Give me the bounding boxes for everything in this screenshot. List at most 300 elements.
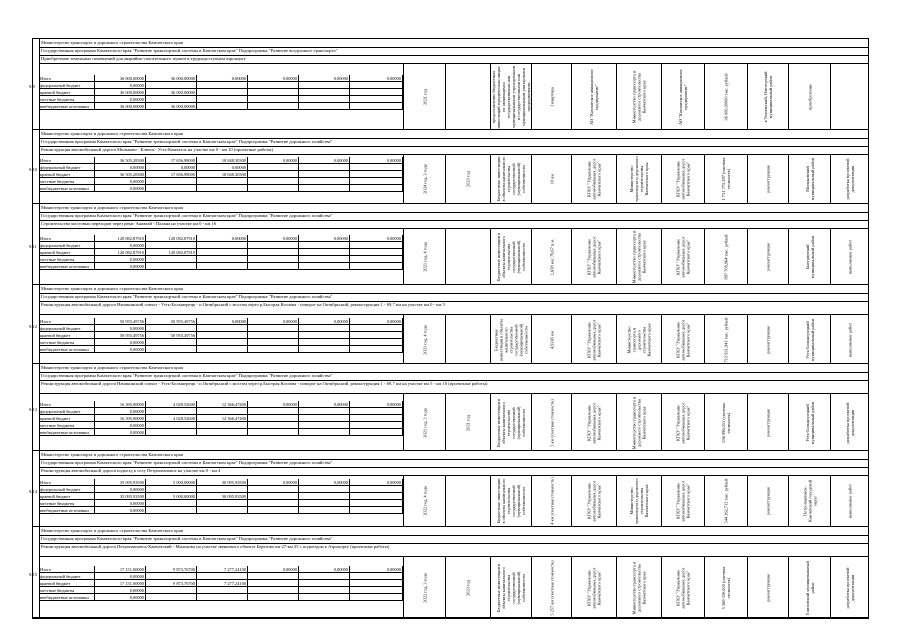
detail-text: Бюджетные инвестиции в объекты капитального строительства государственной (муниципальной) собственности — [496, 563, 526, 612]
finance-row — [39, 415, 403, 422]
finance-value — [248, 415, 299, 422]
detail-cell — [616, 63, 661, 130]
finance-value — [299, 185, 350, 192]
finance-value — [299, 96, 350, 103]
finance-value: 0,00000 — [95, 587, 146, 594]
detail-text: 2021 год, 4 года — [422, 241, 427, 272]
detail-text: Министерство транспорта и дорожного строительства Камчатского края — [629, 156, 649, 202]
detail-cell — [747, 475, 788, 527]
detail-cell — [830, 394, 868, 451]
detail-text: 5 369 330,000 (сметная стоимость) — [721, 566, 731, 609]
detail-text: 713 931,941 тыс. рублей — [723, 317, 729, 362]
finance-value — [299, 164, 350, 171]
detail-text: выполнение работ — [847, 483, 852, 519]
detail-cell — [704, 228, 747, 285]
finance-value: 0,00000 — [95, 500, 146, 507]
finance-value — [146, 256, 197, 263]
finance-value — [248, 89, 299, 96]
detail-text: реконструкция — [765, 573, 771, 602]
finance-row — [39, 486, 403, 493]
finance-value: 9 873,76700 — [146, 566, 197, 573]
finance-value — [350, 164, 403, 171]
detail-text: 1 731 775,187 (сметная стоимость) — [721, 157, 731, 201]
detail-text: Мильковский муниципальный район — [804, 157, 815, 201]
detail-cell — [571, 394, 616, 451]
detail-text: КГКУ "Управление автомобильных дорог Камчатского края" — [586, 480, 602, 522]
finance-value — [197, 103, 248, 110]
detail-cell — [403, 228, 445, 285]
detail-cell — [704, 154, 747, 204]
finance-value — [299, 332, 350, 339]
finance-value: 17 151,00000 — [95, 566, 146, 573]
detail-cell — [490, 557, 531, 618]
finance-source-label: краевой бюджет — [39, 89, 95, 96]
object-line: Реконструкция автомобильной дороги Петропавловск-Камчатский - Мильково на участке звеньевого объекта Березово км 27-км 35 с подъездом к Аэропорту (проектные работы) — [39, 543, 868, 557]
finance-value — [146, 96, 197, 103]
detail-cell — [830, 63, 868, 130]
detail-text: Бюджетные инвестиции в объекты капитального строительства государственной (муниципальной) собственности — [493, 318, 529, 361]
finance-value: 0,00000 — [95, 339, 146, 346]
finance-table — [39, 318, 404, 353]
finance-value — [350, 256, 403, 263]
finance-source-label: краевой бюджет — [39, 415, 95, 422]
detail-cell — [616, 557, 661, 618]
finance-value — [146, 178, 197, 185]
detail-text: Усть-Большерецкий муниципальный район — [804, 318, 815, 361]
finance-value — [299, 573, 350, 580]
project-block — [29, 285, 868, 364]
finance-value: 0,00000 — [95, 164, 146, 171]
detail-cell — [616, 475, 661, 527]
finance-value — [248, 82, 299, 89]
finance-value: 0,00000 — [299, 479, 350, 486]
detail-cell — [490, 63, 531, 130]
finance-value: 0,00000 — [248, 479, 299, 486]
detail-cell — [531, 315, 571, 364]
finance-value — [146, 587, 197, 594]
detail-text: Петропавловск-Камчатский городской округ — [802, 479, 817, 523]
finance-source-label: местные бюджеты — [39, 178, 95, 185]
finance-source-label: краевой бюджет — [39, 493, 95, 500]
finance-value — [197, 178, 248, 185]
detail-text: Министерство транспорта и дорожного строительства Камчатского края — [626, 323, 652, 356]
detail-text: выполнение работ — [847, 322, 852, 357]
finance-value: 7 277,24100 — [197, 580, 248, 587]
finance-source-label: местные бюджеты — [39, 339, 95, 346]
finance-value: 0,00000 — [350, 479, 403, 486]
finance-row — [39, 429, 403, 436]
detail-text: 2024 год, 3 года — [422, 164, 427, 194]
finance-value — [299, 325, 350, 332]
program-line: Государственная программа Камчатского края "Развитие транспортной системы в Камчатском крае" Подпрограмма "Развитие дорожного хозяйства" — [39, 293, 868, 302]
finance-value: 0,00000 — [95, 242, 146, 249]
detail-text: в Тигильский, Олюторский муниципальный район — [763, 70, 773, 123]
finance-value: 18 848,30300 — [197, 171, 248, 178]
detail-cell — [747, 154, 788, 204]
finance-value — [299, 415, 350, 422]
detail-text: Елизовский муниципальный район — [804, 560, 815, 615]
project-block — [29, 39, 868, 130]
detail-cell — [531, 63, 571, 130]
finance-value — [197, 346, 248, 353]
finance-value — [248, 249, 299, 256]
finance-value — [146, 573, 197, 580]
finance-value: 0,00000 — [95, 429, 146, 436]
finance-row — [39, 493, 403, 500]
finance-value: 50 955,49756 — [146, 332, 197, 339]
finance-value — [197, 587, 248, 594]
finance-value: 4 028,52600 — [146, 401, 197, 408]
finance-value: 0,00000 — [350, 235, 403, 242]
row-number: 9.13 — [29, 407, 38, 412]
finance-row — [39, 479, 403, 486]
detail-text: 2023 год — [465, 171, 471, 187]
finance-value — [350, 89, 403, 96]
detail-text: Быстринский муниципальный район — [804, 235, 815, 278]
detail-cell — [830, 315, 868, 364]
finance-value: 5 000,00000 — [146, 493, 197, 500]
finance-value: 50 955,49756 — [95, 332, 146, 339]
finance-value: 0,00000 — [95, 185, 146, 192]
detail-text: КГКУ "Управление автомобильных дорог Камчатского края" — [675, 402, 691, 443]
finance-value — [350, 500, 403, 507]
detail-cell — [616, 394, 661, 451]
detail-cell — [616, 315, 661, 364]
finance-value — [299, 486, 350, 493]
detail-cell — [788, 228, 830, 285]
finance-value: 30 095,93500 — [197, 479, 248, 486]
finance-value — [146, 486, 197, 493]
finance-value: 0,00000 — [95, 408, 146, 415]
finance-source-label: внебюджетные источники — [39, 103, 95, 110]
detail-text: КГКУ "Управление автомобильных дорог Камчатского края" — [586, 402, 602, 443]
ministry-line: Министерство транспорта и дорожного строительства Камчатского края — [39, 451, 868, 460]
finance-value — [248, 408, 299, 415]
detail-text: КГКУ "Управление автомобильных дорог Камчатского края" — [675, 480, 691, 522]
detail-cell — [661, 394, 704, 451]
finance-row — [39, 249, 403, 256]
row-number: 9.9 — [29, 84, 35, 89]
finance-value: 36 000,00000 — [146, 89, 197, 96]
detail-cell — [704, 394, 747, 451]
finance-value — [248, 422, 299, 429]
finance-value — [299, 408, 350, 415]
detail-text: КГКУ "Управление автомобильных дорог Камчатского края" — [586, 567, 602, 608]
finance-value: 0,00000 — [299, 401, 350, 408]
finance-value — [350, 96, 403, 103]
finance-value: 120 082,87910 — [146, 235, 197, 242]
detail-cell — [704, 315, 747, 364]
detail-text: КГКУ "Управление автомобильных дорог Камчатского края" — [675, 319, 691, 360]
finance-value — [350, 429, 403, 436]
finance-value — [299, 256, 350, 263]
finance-value — [350, 339, 403, 346]
finance-value: 0,00000 — [350, 75, 403, 82]
finance-value — [350, 242, 403, 249]
finance-value: 7 277,24100 — [197, 566, 248, 573]
finance-source-label: местные бюджеты — [39, 422, 95, 429]
finance-value: 0,00000 — [299, 566, 350, 573]
finance-value — [350, 573, 403, 580]
detail-text: КГКУ "Управление автомобильных дорог Камчатского края" — [675, 567, 691, 608]
finance-value: 0,00000 — [95, 178, 146, 185]
ministry-line: Министерство транспорта и дорожного строительства Камчатского края — [39, 130, 868, 139]
finance-value — [146, 594, 197, 601]
detail-text: Бюджетные инвестиции в объекты капитального строительства государственной (муниципальной) собственности — [496, 478, 526, 524]
detail-cell — [445, 394, 490, 451]
finance-value — [197, 332, 248, 339]
finance-value: 0,00000 — [95, 325, 146, 332]
finance-value — [197, 325, 248, 332]
finance-table — [39, 157, 404, 192]
detail-cell — [788, 394, 830, 451]
finance-value — [197, 249, 248, 256]
detail-cell — [704, 475, 747, 527]
finance-row — [39, 401, 403, 408]
finance-value — [248, 339, 299, 346]
detail-cell — [531, 154, 571, 204]
finance-value — [350, 580, 403, 587]
finance-value — [146, 422, 197, 429]
finance-row — [39, 332, 403, 339]
finance-value — [248, 178, 299, 185]
finance-value — [350, 332, 403, 339]
finance-row — [39, 500, 403, 507]
finance-row — [39, 507, 403, 514]
finance-value — [299, 594, 350, 601]
finance-row — [39, 346, 403, 353]
row-number: 9.15 — [29, 572, 38, 577]
finance-source-label: внебюджетные источники — [39, 507, 95, 514]
finance-row — [39, 89, 403, 96]
finance-source-label: федеральный бюджет — [39, 82, 95, 89]
detail-cell — [661, 315, 704, 364]
finance-value — [350, 408, 403, 415]
finance-value: 35 095,93500 — [95, 493, 146, 500]
finance-value: 0,00000 — [95, 486, 146, 493]
program-line: Государственная программа Камчатского края "Развитие транспортной системы в Камчатском крае" Подпрограмма "Развитие дорожного хозяйства" — [39, 138, 868, 147]
object-line: Приобретение земельных помещений для аварийно-спасательного пункта в труднодоступном аэропорту — [39, 55, 868, 64]
finance-row — [39, 82, 403, 89]
detail-cell — [830, 228, 868, 285]
finance-value — [350, 493, 403, 500]
finance-source-label: федеральный бюджет — [39, 408, 95, 415]
finance-value — [350, 103, 403, 110]
detail-text: 1,658 км; 79,67 п.м. — [549, 238, 554, 275]
project-block — [29, 364, 868, 451]
detail-text: приобретение — [807, 83, 812, 110]
finance-row — [39, 566, 403, 573]
detail-cell — [445, 475, 490, 527]
program-line: Государственная программа Камчатского края "Развитие транспортной системы в Камчатском крае" Подпрограмма "Развитие дорожного хозяйства" — [39, 535, 868, 544]
finance-value: 17 656,98000 — [146, 157, 197, 164]
detail-cell — [490, 228, 531, 285]
finance-row — [39, 580, 403, 587]
detail-cell — [704, 63, 747, 130]
finance-value: 0,00000 — [95, 263, 146, 270]
finance-value: 0,00000 — [350, 318, 403, 325]
project-block — [29, 130, 868, 204]
finance-value — [350, 587, 403, 594]
finance-value — [197, 429, 248, 436]
detail-cell — [490, 394, 531, 451]
finance-value: 0,00000 — [95, 422, 146, 429]
project-block — [29, 451, 868, 527]
detail-cell — [788, 154, 830, 204]
finance-value — [350, 346, 403, 353]
finance-source-label: федеральный бюджет — [39, 164, 95, 171]
detail-cell — [616, 154, 661, 204]
detail-cell — [531, 394, 571, 451]
finance-value — [197, 256, 248, 263]
finance-value — [299, 263, 350, 270]
detail-cell — [661, 557, 704, 618]
finance-row — [39, 422, 403, 429]
finance-source-label: федеральный бюджет — [39, 486, 95, 493]
detail-text: Министерство транспорта и дорожного строительства Камчатского края — [629, 478, 649, 524]
finance-value: 36 000,00000 — [95, 89, 146, 96]
finance-table — [39, 566, 404, 601]
finance-value: 9 873,76700 — [146, 580, 197, 587]
detail-cell — [571, 228, 616, 285]
finance-value — [350, 178, 403, 185]
detail-text: Министерство транспорта и дорожного строительства Камчатского края — [631, 230, 647, 283]
detail-text: 1 квартира — [549, 86, 554, 107]
finance-value — [350, 415, 403, 422]
finance-source-label: внебюджетные источники — [39, 594, 95, 601]
finance-value — [299, 587, 350, 594]
finance-value — [350, 507, 403, 514]
finance-value — [197, 242, 248, 249]
finance-value: 0,00000 — [197, 75, 248, 82]
finance-value — [248, 594, 299, 601]
finance-value: 0,00000 — [248, 235, 299, 242]
detail-text: КГКУ "Управление автомобильных дорог Камчатского края" — [675, 236, 691, 277]
detail-text: КГКУ "Управление автомобильных дорог Камчатского края" — [586, 319, 602, 360]
detail-cell — [571, 475, 616, 527]
detail-text: Бюджетные инвестиции в объекты капитального строительства государственной (муниципальной) собственности — [496, 232, 526, 281]
finance-value — [299, 346, 350, 353]
finance-value — [248, 103, 299, 110]
detail-text: 2023 год — [465, 579, 471, 596]
detail-cell — [403, 394, 445, 451]
finance-row — [39, 594, 403, 601]
finance-value: 0,00000 — [95, 507, 146, 514]
finance-value — [197, 486, 248, 493]
finance-value: 0,00000 — [95, 96, 146, 103]
finance-row — [39, 178, 403, 185]
finance-row — [39, 242, 403, 249]
row-number: 9.14 — [29, 488, 38, 494]
detail-text: 2021 год — [422, 88, 427, 105]
finance-value: 0,00000 — [299, 75, 350, 82]
row-number: 9.10 — [29, 166, 38, 172]
finance-value: 5 000,00000 — [146, 479, 197, 486]
ministry-line: Министерство транспорта и дорожного строительства Камчатского края — [39, 527, 868, 536]
finance-value: 30 095,93500 — [197, 493, 248, 500]
finance-value — [299, 249, 350, 256]
finance-source-label: внебюджетные источники — [39, 185, 95, 192]
finance-source-label: местные бюджеты — [39, 256, 95, 263]
finance-value — [197, 573, 248, 580]
finance-value: 0,00000 — [95, 573, 146, 580]
finance-row — [39, 339, 403, 346]
finance-value: 36 000,00000 — [146, 75, 197, 82]
object-line: Реконструкция автомобильной дороги Начикинский совхоз - Усть-Большерецк - п.Октябрьский с мостом через р.Быстрая Козлова - поворот на Октябрьский, реконструкция 1 - 69,7 км на участке км 0 - км 5 — [39, 301, 868, 315]
finance-value: 120 082,87910 — [95, 235, 146, 242]
finance-value — [350, 325, 403, 332]
detail-cell — [445, 63, 490, 130]
finance-value — [299, 171, 350, 178]
finance-value — [248, 242, 299, 249]
finance-value — [299, 178, 350, 185]
detail-text: Министерство транспорта и дорожного строительства Камчатского края — [631, 396, 647, 449]
detail-text: разработка проектной документации — [844, 566, 855, 609]
finance-value — [350, 263, 403, 270]
finance-row — [39, 325, 403, 332]
finance-source-label: внебюджетные источники — [39, 263, 95, 270]
detail-text: разработка проектной документации — [844, 158, 855, 200]
detail-cell — [747, 228, 788, 285]
detail-text: 2022 год, 4 года — [422, 486, 427, 516]
detail-cell — [571, 557, 616, 618]
detail-text: 2021 год — [465, 414, 471, 431]
detail-cell — [747, 63, 788, 130]
detail-text: 4 км (сметная стоимость) — [549, 477, 554, 525]
detail-cell — [661, 228, 704, 285]
finance-source-label: внебюджетные источники — [39, 429, 95, 436]
finance-value: 0,00000 — [299, 235, 350, 242]
finance-value — [248, 500, 299, 507]
detail-text: Министерство транспорта и дорожного строительства Камчатского края — [631, 70, 647, 123]
detail-cell — [531, 228, 571, 285]
detail-cell — [661, 475, 704, 527]
finance-value: 0,00000 — [95, 594, 146, 601]
detail-text: Бюджетные инвестиции в объекты капитального строительства государственной (муниципальной) собственности — [496, 398, 526, 447]
finance-value: 0,00000 — [248, 318, 299, 325]
detail-cell — [788, 475, 830, 527]
finance-value — [146, 408, 197, 415]
finance-value: 0,00000 — [197, 318, 248, 325]
finance-value — [146, 339, 197, 346]
detail-cell — [571, 154, 616, 204]
detail-text: 4,9245 км — [549, 330, 554, 349]
finance-value — [248, 332, 299, 339]
finance-value — [248, 263, 299, 270]
detail-cell — [490, 315, 531, 364]
finance-value — [197, 185, 248, 192]
finance-value: 36 000,00000 — [146, 103, 197, 110]
finance-value — [248, 96, 299, 103]
finance-row — [39, 263, 403, 270]
detail-cell — [704, 557, 747, 618]
finance-source-label: федеральный бюджет — [39, 325, 95, 332]
detail-cell — [747, 315, 788, 364]
finance-row — [39, 103, 403, 110]
finance-value — [299, 242, 350, 249]
finance-row — [39, 185, 403, 192]
finance-row — [39, 587, 403, 594]
finance-source-label: федеральный бюджет — [39, 573, 95, 580]
finance-row — [39, 235, 403, 242]
detail-cell — [403, 63, 445, 130]
finance-value: 18 848,30300 — [197, 157, 248, 164]
finance-value: 0,00000 — [299, 157, 350, 164]
finance-value — [248, 573, 299, 580]
detail-text: КГКУ "Управление автомобильных дорог Камчатского края" — [586, 236, 602, 277]
finance-value — [350, 185, 403, 192]
finance-value: 0,00000 — [95, 346, 146, 353]
